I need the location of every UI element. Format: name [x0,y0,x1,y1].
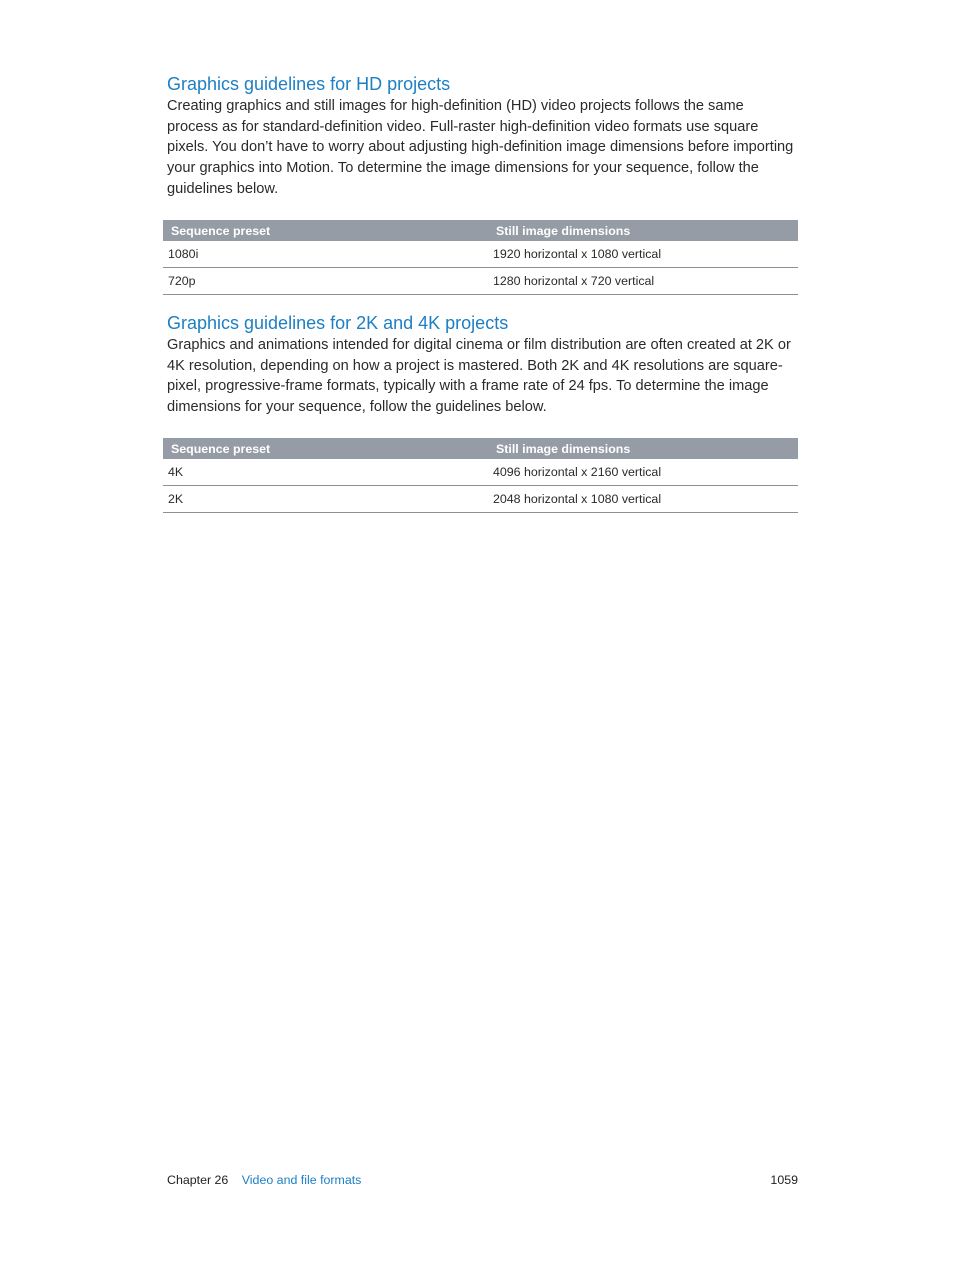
table-header-row [163,220,798,241]
table-cell-preset: 4K [163,459,488,486]
column-header-sequence-preset: Sequence preset [163,220,488,241]
table-cell-dimensions: 1280 horizontal x 720 vertical [488,268,798,295]
column-header-sequence-preset: Sequence preset [163,438,488,459]
table-row [163,241,798,268]
column-header-still-image-dimensions: Still image dimensions [488,220,798,241]
table-header-row [163,438,798,459]
footer-chapter-title-link[interactable]: Video and file formats [241,1173,362,1187]
page-number: 1059 [770,1173,798,1187]
section-heading: Graphics guidelines for HD projects [167,74,451,94]
section-heading: Graphics guidelines for 2K and 4K projects [167,313,509,333]
table-row [163,268,798,295]
table-row [163,486,798,513]
section-hd-guidelines [163,72,798,288]
table-cell-dimensions: 4096 horizontal x 2160 vertical [488,459,798,486]
table-cell-dimensions: 1920 horizontal x 1080 vertical [488,241,798,268]
hd-dimensions-table [163,220,798,295]
table-cell-preset: 720p [163,268,488,295]
section-paragraph: Graphics and animations intended for digital cinema or film distribution are often created at 2K or 4K resolution, depending on how a project is mastered. Both 2K and 4K resolutions are square-pixel, progressive-frame formats, typically with a frame rate of 24 fps. To determine the image dimensions for your sequence, follow the guidelines below. [167,337,791,416]
section-2k-4k-guidelines [163,311,798,506]
table-cell-dimensions: 2048 horizontal x 1080 vertical [488,486,798,513]
page-footer [167,1173,798,1187]
2k-4k-dimensions-table [163,438,798,513]
table-cell-preset: 2K [163,486,488,513]
column-header-still-image-dimensions: Still image dimensions [488,438,798,459]
table-row [163,459,798,486]
footer-chapter: Chapter 26 [167,1173,229,1187]
table-cell-preset: 1080i [163,241,488,268]
section-paragraph: Creating graphics and still images for high-definition (HD) video projects follows the same process as for standard-definition video. Full-raster high-definition video formats use square pixels. You don’t have to worry about adjusting high-definition image dimensions before importing your graphics into Motion. To determine the image dimensions for your sequence, follow the guidelines below. [167,98,794,197]
